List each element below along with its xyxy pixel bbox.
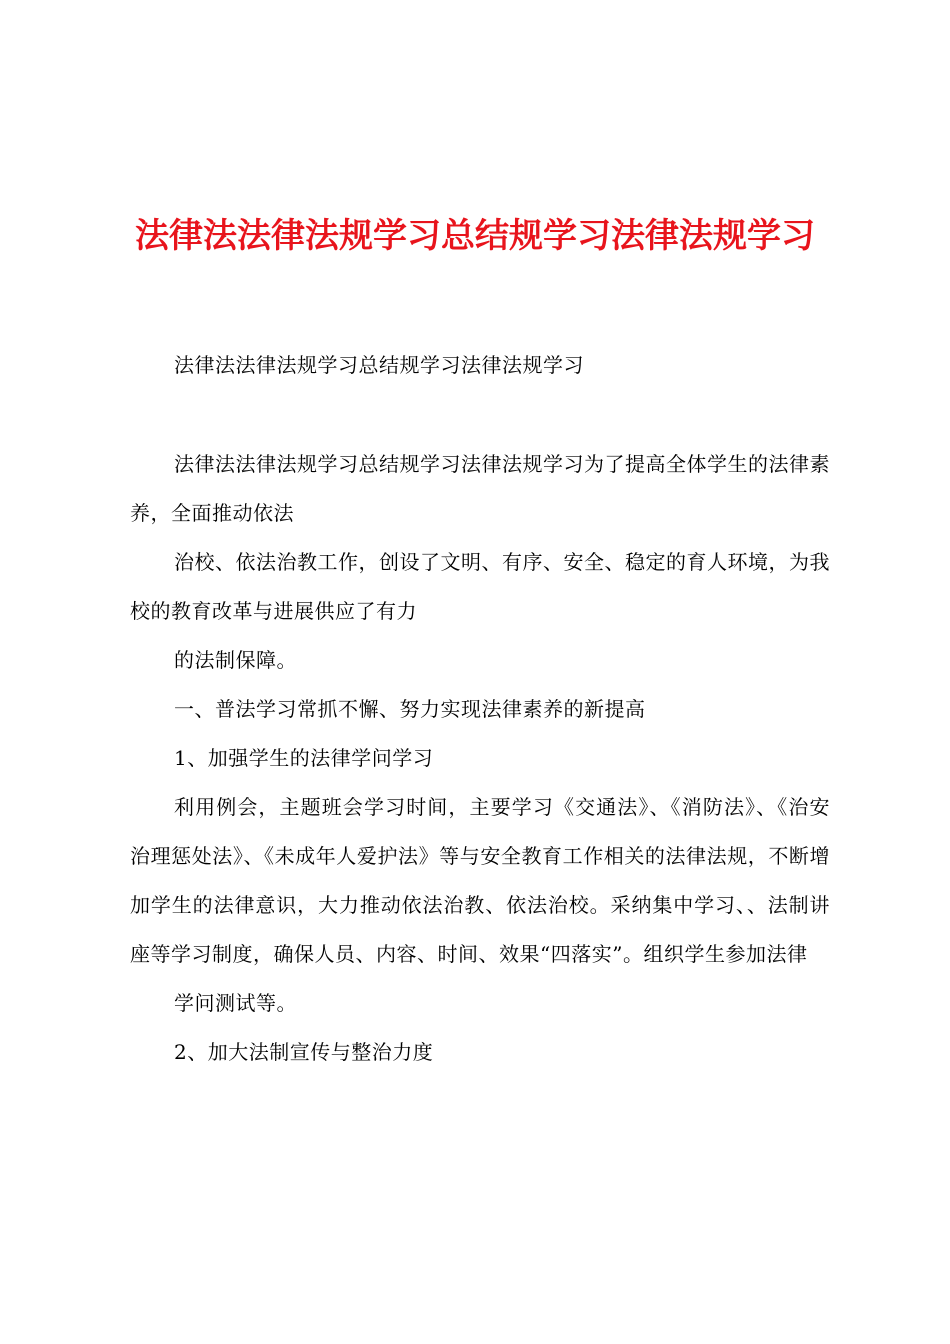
paragraph-study-details: 利用例会，主题班会学习时间，主要学习《交通法》、《消防法》、《治安治理惩处法》、《未成年人爱护法》等与安全教育工作相关的法律法规，不断增加学生的法律意识，大力推动依法治教、依法治校。采纳集中学习、、法制讲座等学习制度，确保人员、内容、时间、效果“四落实”。组织学生参加法律 xyxy=(130,795,830,966)
paragraph-environment: 治校、依法治教工作，创设了文明、有序、安全、稳定的育人环境，为我校的教育改革与进展供应了有力 xyxy=(130,550,830,623)
document-body xyxy=(130,440,830,1077)
document-title: 法律法法律法规学习总结规学习法律法规学习 xyxy=(135,216,815,256)
paragraph-guarantee: 的法制保障。 xyxy=(174,648,297,672)
paragraph-testing: 学问测试等。 xyxy=(174,991,297,1015)
document-subtitle: 法律法法律法规学习总结规学习法律法规学习 xyxy=(174,353,584,377)
section-heading-1: 一、普法学习常抓不懈、努力实现法律素养的新提高 xyxy=(174,697,646,721)
paragraph-intro: 法律法法律法规学习总结规学习法律法规学习为了提高全体学生的法律素养，全面推动依法 xyxy=(130,452,830,525)
subsection-heading-2: 2、加大法制宣传与整治力度 xyxy=(174,1040,434,1064)
subsection-heading-1: 1、加强学生的法律学问学习 xyxy=(174,746,434,770)
